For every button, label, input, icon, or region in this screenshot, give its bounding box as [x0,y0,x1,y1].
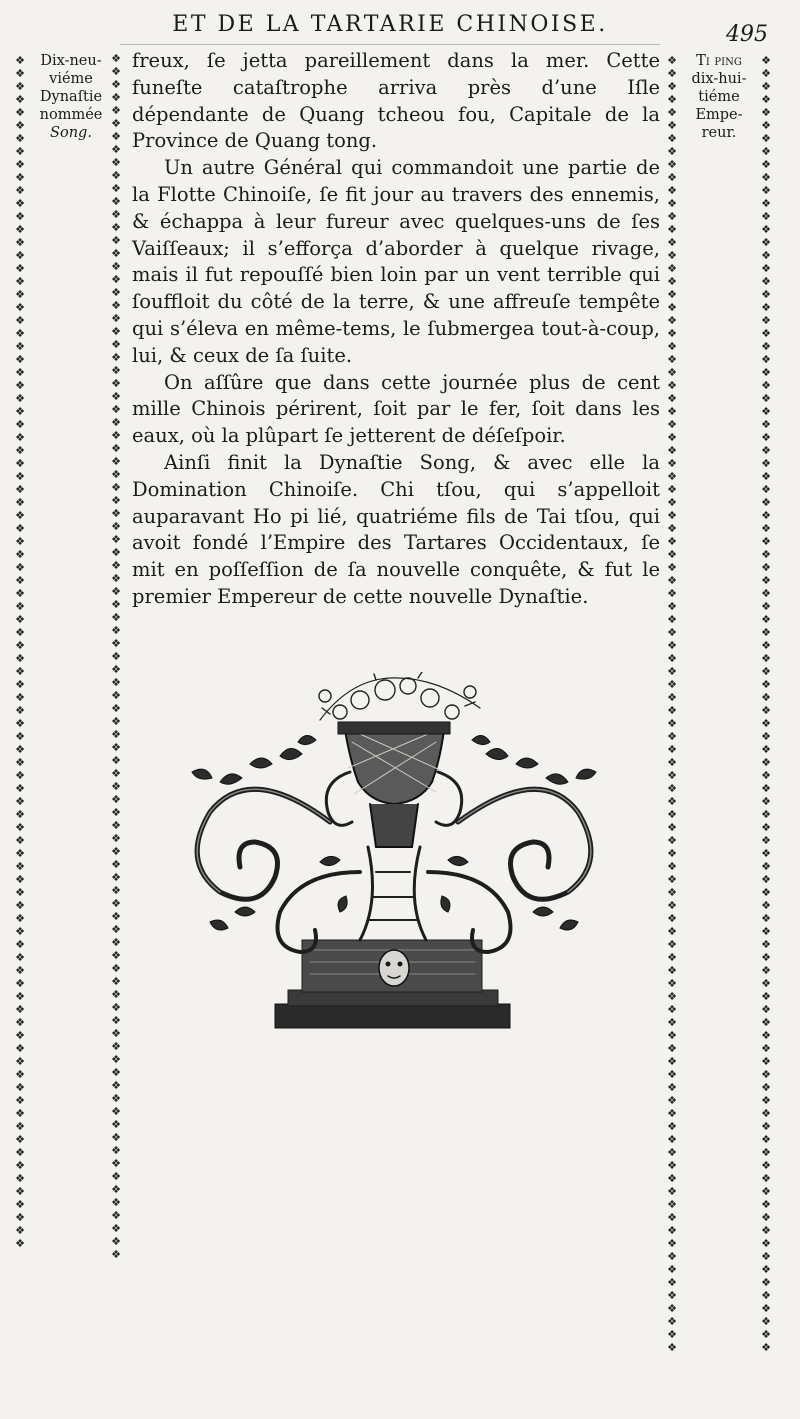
ornamental-border-left-outer: ❖ ❖ ❖ ❖ ❖ ❖ ❖ ❖ ❖ ❖ ❖ ❖ ❖ ❖ ❖ ❖ ❖ ❖ ❖ ❖ ❖ ❖ ❖ ❖ ❖ ❖ ❖ ❖ ❖ ❖ ❖ ❖ ❖ ❖ ❖ ❖ ❖ ❖ ❖ ❖ ❖ ❖ ❖ ❖ ❖ ❖ ❖ ❖ ❖ ❖ ❖ ❖ ❖ ❖ ❖ ❖ ❖ ❖ ❖ ❖ ❖ ❖ ❖ ❖ ❖ ❖ ❖ ❖ ❖ ❖ ❖ ❖ ❖ ❖ ❖ ❖ ❖ ❖ ❖ ❖ ❖ ❖ ❖ ❖ ❖ ❖ ❖ ❖ ❖ ❖ ❖ ❖ [15,54,25,1250]
left-note-line: Dynaſtie [39,89,103,105]
ornamental-border-right-outer: ❖ ❖ ❖ ❖ ❖ ❖ ❖ ❖ ❖ ❖ ❖ ❖ ❖ ❖ ❖ ❖ ❖ ❖ ❖ ❖ ❖ ❖ ❖ ❖ ❖ ❖ ❖ ❖ ❖ ❖ ❖ ❖ ❖ ❖ ❖ ❖ ❖ ❖ ❖ ❖ ❖ ❖ ❖ ❖ ❖ ❖ ❖ ❖ ❖ ❖ ❖ ❖ ❖ ❖ ❖ ❖ ❖ ❖ ❖ ❖ ❖ ❖ ❖ ❖ ❖ ❖ ❖ ❖ ❖ ❖ ❖ ❖ ❖ ❖ ❖ ❖ ❖ ❖ ❖ ❖ ❖ ❖ ❖ ❖ ❖ ❖ ❖ ❖ ❖ ❖ ❖ ❖ ❖ ❖ ❖ ❖ ❖ ❖ ❖ ❖ [761,54,771,1354]
left-note-line: Dix-neu- [40,53,102,69]
running-head: ET DE LA TARTARIE CHINOISE. [172,12,608,37]
right-note-line: Ti ping [696,53,742,69]
left-note-line: viéme [49,71,93,87]
ornamental-border-right-inner: ❖ ❖ ❖ ❖ ❖ ❖ ❖ ❖ ❖ ❖ ❖ ❖ ❖ ❖ ❖ ❖ ❖ ❖ ❖ ❖ ❖ ❖ ❖ ❖ ❖ ❖ ❖ ❖ ❖ ❖ ❖ ❖ ❖ ❖ ❖ ❖ ❖ ❖ ❖ ❖ ❖ ❖ ❖ ❖ ❖ ❖ ❖ ❖ ❖ ❖ ❖ ❖ ❖ ❖ ❖ ❖ ❖ ❖ ❖ ❖ ❖ ❖ ❖ ❖ ❖ ❖ ❖ ❖ ❖ ❖ ❖ ❖ ❖ ❖ ❖ ❖ ❖ ❖ ❖ ❖ ❖ ❖ ❖ ❖ ❖ ❖ ❖ ❖ ❖ ❖ ❖ ❖ ❖ ❖ ❖ ❖ ❖ ❖ ❖ ❖ [667,54,677,1354]
main-text [132,48,660,611]
page-number: 495 [726,22,768,47]
right-note-line: Empe- [695,107,743,123]
header-rule [120,44,660,45]
left-note-line: Song. [50,125,92,141]
paragraph: Un autre Général qui commandoit une partie de la Flotte Chinoiſe, ſe fit jour au travers des ennemis, & échappa à leur fureur avec quelques-uns de ſes Vaiſſeaux; il s’efforça d’aborder à quelque rivage, mais il fut repouſſé bien loin par un vent terrible qui ſouffloit du côté de la terre, & une affreuſe tempête qui s’éleva en même-tems, le ſubmergea tout-à-coup, lui, & ceux de ſa ſuite. [132,156,660,367]
vase-ornament-icon [180,672,620,1042]
paragraph: Ainſi finit la Dynaſtie Song, & avec elle la Domination Chinoiſe. Chi tſou, qui s’appelloit auparavant Ho pi lié, quatriéme fils de Tai tſou, qui avoit fondé l’Empire des Tartares Occidentaux, ſe mit en poſſeſſion de ſa nouvelle conquête, & fut le premier Empereur de cette nouvelle Dynaſtie. [132,450,660,608]
paragraph: On aſſûre que dans cette journée plus de cent mille Chinois périrent, ſoit par le fer, ſoit dans les eaux, où la plûpart ſe jetterent de déſeſpoir. [132,370,660,448]
right-note-line: dix-hui- [691,71,747,87]
right-note-line: reur. [701,125,737,141]
ornamental-border-left-inner: ❖ ❖ ❖ ❖ ❖ ❖ ❖ ❖ ❖ ❖ ❖ ❖ ❖ ❖ ❖ ❖ ❖ ❖ ❖ ❖ ❖ ❖ ❖ ❖ ❖ ❖ ❖ ❖ ❖ ❖ ❖ ❖ ❖ ❖ ❖ ❖ ❖ ❖ ❖ ❖ ❖ ❖ ❖ ❖ ❖ ❖ ❖ ❖ ❖ ❖ ❖ ❖ ❖ ❖ ❖ ❖ ❖ ❖ ❖ ❖ ❖ ❖ ❖ ❖ ❖ ❖ ❖ ❖ ❖ ❖ ❖ ❖ ❖ ❖ ❖ ❖ ❖ ❖ ❖ ❖ ❖ ❖ ❖ ❖ ❖ ❖ ❖ ❖ ❖ ❖ ❖ ❖ ❖ [111,52,121,1261]
paragraph: freux, ſe jetta pareillement dans la mer. Cette funeſte cataſtrophe arriva près d’une Iſle dépendante de Quang tcheou fou, Capitale de la Province de Quang tong. [132,49,660,153]
left-margin-note [34,52,108,142]
left-note-line: nommée [39,107,103,123]
right-note-line: tiéme [698,89,740,105]
right-margin-note [683,52,755,142]
